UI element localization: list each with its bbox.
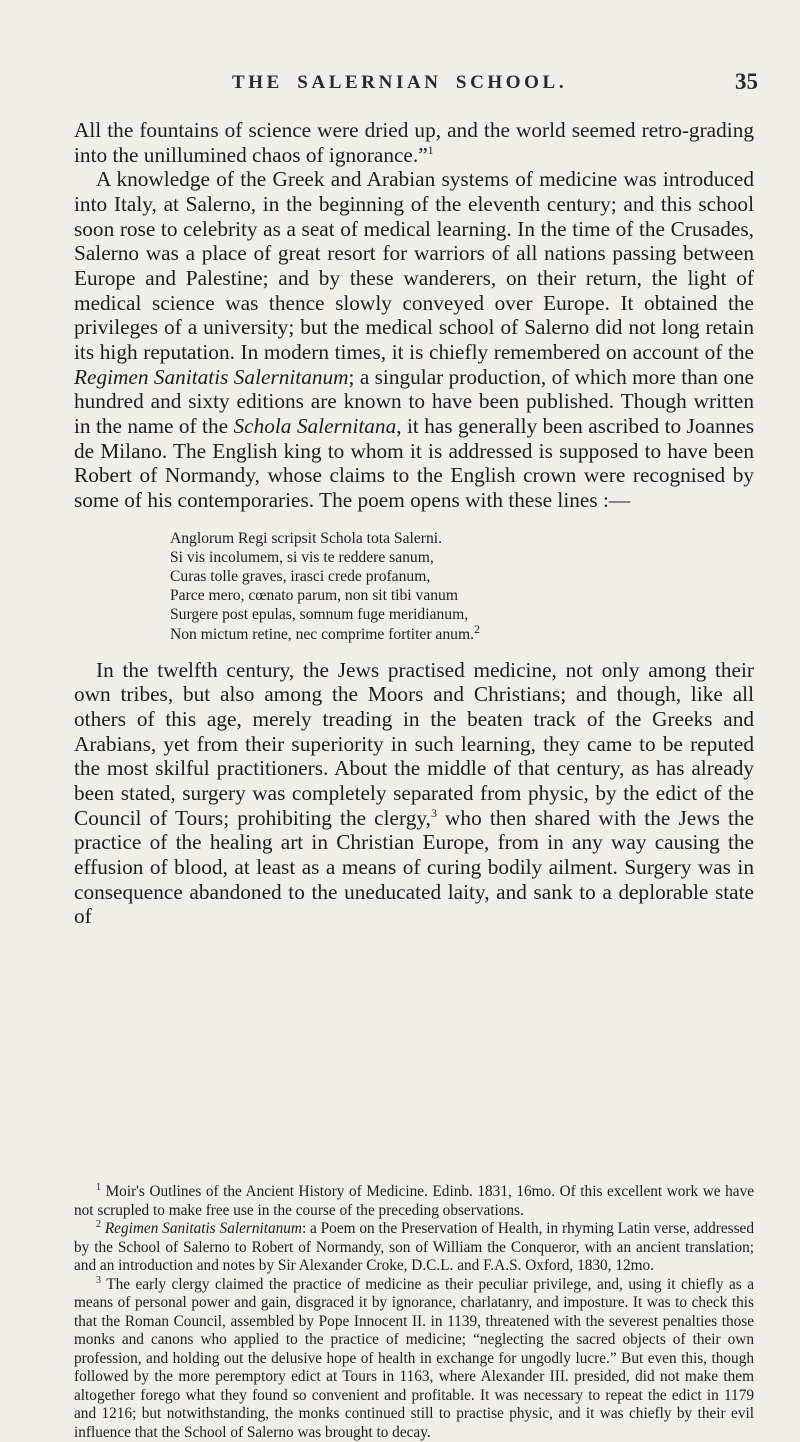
main-text xyxy=(74,118,754,929)
poem-line: Surgere post epulas, somnum fuge meridianum, xyxy=(170,605,754,624)
paragraph-1: All the fountains of science were dried up, and the world seemed retro-grading into the unillumined chaos of ignorance.”$^1$ xyxy=(74,118,754,167)
latin-poem xyxy=(170,529,754,644)
page-number: 35 xyxy=(735,69,758,95)
poem-line: Parce mero, cœnato parum, non sit tibi vanum xyxy=(170,586,754,605)
footnote-1: $^1$ Moir's Outlines of the Ancient History of Medicine. Edinb. 1831, 16mo. Of this excellent work we have not scrupled to make free use in the course of the preceding observations. xyxy=(74,1183,754,1220)
footnote-ref-2: 2 xyxy=(474,621,480,635)
footnotes xyxy=(74,1183,754,1442)
footnote-2: $^2$ Regimen Sanitatis Salernitanum: a Poem on the Preservation of Health, in rhyming Latin verse, addressed by the School of Salerno to Robert of Normandy, son of William the Conqueror, with an ancient translation; and an introduction and notes by Sir Alexander Croke, D.C.L. and F.A.S. Oxford, 1830, 12mo. xyxy=(74,1220,754,1276)
poem-line: Si vis incolumem, si vis te reddere sanum, xyxy=(170,548,754,567)
footnote-ref-1: 1 xyxy=(428,143,434,157)
running-title: THE SALERNIAN SCHOOL. xyxy=(232,72,567,94)
paragraph-3: In the twelfth century, the Jews practised medicine, not only among their own tribes, but also among the Moors and Christians; and though, like all others of this age, merely treading in the beaten track of the Greeks and Arabians, yet from their superiority in such learning, they came to be reputed the most skilful practitioners. About the middle of that century, as has already been stated, surgery was completely separated from physic, by the edict of the Council of Tours; prohibiting the clergy,$^3$ who then shared with the Jews the practice of the healing art in Christian Europe, from in any way causing the effusion of blood, at least as a means of curing bodily ailment. Surgery was in consequence abandoned to the uneducated laity, and sank to a deplorable state of xyxy=(74,658,754,929)
footnote-ref-3: 3 xyxy=(431,806,437,820)
poem-line: Anglorum Regi scripsit Schola tota Salerni. xyxy=(170,529,754,548)
title-schola: Schola Salernitana xyxy=(233,414,396,438)
page-header xyxy=(0,72,800,98)
title-regimen: Regimen Sanitatis Salernitanum xyxy=(74,365,349,389)
footnote-3: $^3$ The early clergy claimed the practice of medicine as their peculiar privilege, and, using it chiefly as a means of personal power and gain, disgraced it by ignorance, charlatanry, and imposture. It was to check this that the Roman Council, assembled by Pope Innocent II. in 1139, threatened with the severest penalties those monks and canons who applied to the practice of medicine; “neglecting the sacred objects of their own profession, and holding out the delusive hope of health in exchange for ungodly lucre.” But even this, though followed by the more peremptory edict at Tours in 1163, where Alexander III. presided, did not make them altogether forego what they found so convenient and profitable. It was necessary to repeat the edict in 1179 and 1216; but notwithstanding, the monks continued still to practise physic, and it was chiefly by their evil influence that the School of Salerno was brought to decay. xyxy=(74,1276,754,1442)
paragraph-2: A knowledge of the Greek and Arabian systems of medicine was introduced into Italy, at Salerno, in the beginning of the eleventh century; and this school soon rose to celebrity as a seat of medical learning. In the time of the Crusades, Salerno was a place of great resort for warriors of all nations passing between Europe and Palestine; and by these wanderers, on their return, the light of medical science was thence slowly conveyed over Europe. It obtained the privileges of a university; but the medical school of Salerno did not long retain its high reputation. In modern times, it is chiefly remembered on account of the Regimen Sanitatis Salernitanum; a singular production, of which more than one hundred and sixty editions are known to have been published. Though written in the name of the Schola Salernitana, it has generally been ascribed to Joannes de Milano. The English king to whom it is addressed is supposed to have been Robert of Normandy, whose claims to the English crown were recognised by some of his contemporaries. The poem opens with these lines :— xyxy=(74,167,754,512)
poem-line: Curas tolle graves, irasci crede profanum, xyxy=(170,567,754,586)
poem-line: Non mictum retine, nec comprime fortiter anum.$^2$ xyxy=(170,625,754,644)
